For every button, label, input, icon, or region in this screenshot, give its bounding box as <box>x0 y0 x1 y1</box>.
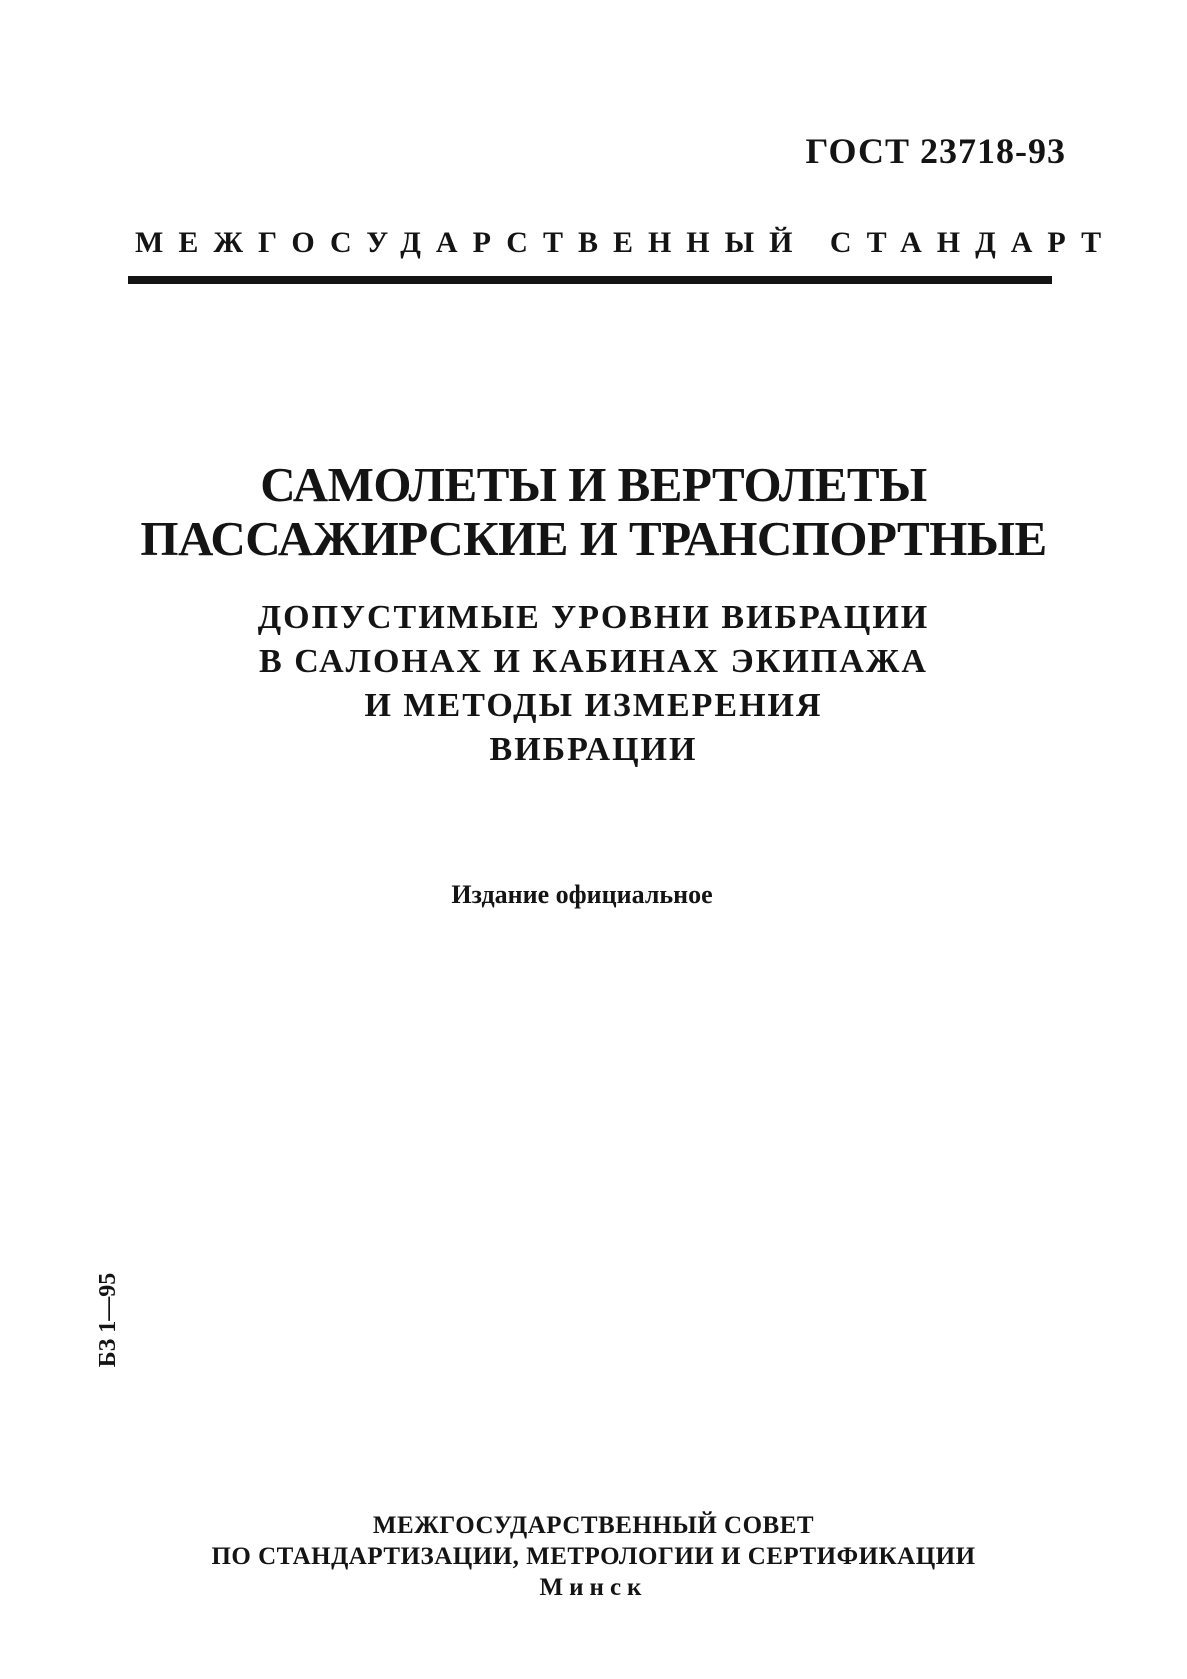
main-title-line: САМОЛЕТЫ И ВЕРТОЛЕТЫ <box>260 457 927 512</box>
sub-title-line: И МЕТОДЫ ИЗМЕРЕНИЯ <box>364 687 823 724</box>
edition-label: Издание официальное <box>451 880 713 909</box>
publisher-line: МЕЖГОСУДАРСТВЕННЫЙ СОВЕТ <box>372 1512 815 1539</box>
main-title-line: ПАССАЖИРСКИЕ И ТРАНСПОРТНЫЕ <box>140 511 1047 566</box>
document-number: ГОСТ 23718-93 <box>805 131 1066 171</box>
title-block <box>0 458 1187 772</box>
main-title <box>0 458 1187 566</box>
header-rule <box>128 276 1052 284</box>
sub-title <box>0 596 1187 772</box>
publisher-line: ПО СТАНДАРТИЗАЦИИ, МЕТРОЛОГИИ И СЕРТИФИКАЦИИ <box>211 1543 976 1570</box>
side-code: БЗ 1—95 <box>95 1272 121 1368</box>
sub-title-line: ВИБРАЦИИ <box>489 731 698 768</box>
sub-title-line: ДОПУСТИМЫЕ УРОВНИ ВИБРАЦИИ <box>257 599 930 636</box>
sub-title-line: В САЛОНАХ И КАБИНАХ ЭКИПАЖА <box>259 643 928 680</box>
publisher-block <box>0 1510 1187 1603</box>
publisher-city: Минск <box>539 1574 648 1601</box>
standard-type-heading: МЕЖГОСУДАРСТВЕННЫЙ СТАНДАРТ <box>135 226 1117 259</box>
